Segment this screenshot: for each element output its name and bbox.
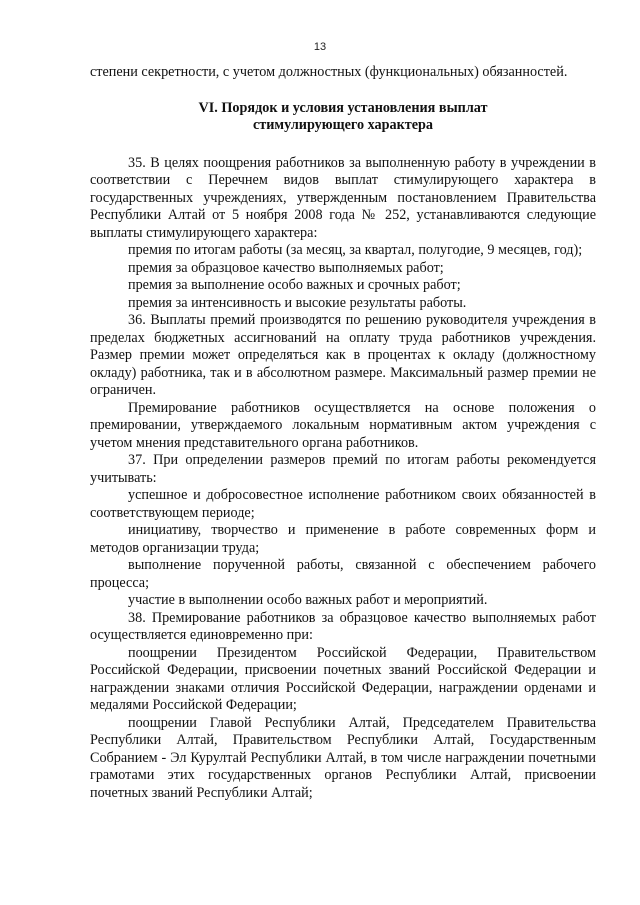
paragraph: 38. Премирование работников за образцовое качество выполняемых работ осуществляется единовременно при: bbox=[90, 609, 596, 643]
paragraph: премия за выполнение особо важных и срочных работ; bbox=[128, 277, 461, 293]
paragraph: инициативу, творчество и применение в работе современных форм и методов организации труда; bbox=[90, 522, 596, 556]
paragraph: поощрении Президентом Российской Федерации, Правительством Российской Федерации, присвоении почетных званий Российской Федерации и награждении знаками отличия Российской Федерации, награждении орденами и медалями Российской Федерации; bbox=[90, 644, 596, 713]
intro-fragment: степени секретности, с учетом должностных (функциональных) обязанностей. bbox=[90, 64, 568, 80]
paragraph: выполнение порученной работы, связанной с обеспечением рабочего процесса; bbox=[90, 557, 596, 591]
paragraph: премия за интенсивность и высокие результаты работы. bbox=[128, 294, 467, 311]
paragraph: 37. При определении размеров премий по итогам работы рекомендуется учитывать: bbox=[90, 452, 596, 486]
section-title-line-1: VI. Порядок и условия установления выплат bbox=[198, 99, 488, 116]
page-number: 13 bbox=[313, 41, 327, 53]
paragraph: 35. В целях поощрения работников за выполненную работу в учреждении в соответствии с Перечнем видов выплат стимулирующего характера в государственных учреждениях, утвержденным постановлением Правительства Республики Алтай от 5 ноября 2008 года № 252, устанавливаются следующие выплаты стимулирующего характера: bbox=[90, 154, 596, 241]
paragraph: премия за образцовое качество выполняемых работ; bbox=[128, 259, 444, 276]
paragraph: 36. Выплаты премий производятся по решению руководителя учреждения в пределах бюджетных ассигнований на оплату труда работников учреждения. Размер премии может определяться как в процентах к окладу (должностному окладу) работника, так и в абсолютном размере. Максимальный размер премии не ограничен. bbox=[90, 312, 596, 398]
paragraph: участие в выполнении особо важных работ и мероприятий. bbox=[128, 592, 488, 608]
section-title-line-2: стимулирующего характера bbox=[252, 117, 434, 133]
section-title bbox=[90, 100, 596, 135]
paragraph: успешное и добросовестное исполнение работником своих обязанностей в соответствующем периоде; bbox=[90, 487, 596, 521]
paragraph: поощрении Главой Республики Алтай, Председателем Правительства Республики Алтай, Правительством Республики Алтай, Государственным Собранием - Эл Курултай Республики Алтай, в том числе награждении почетными грамотами этих государственных органов Республики Алтай, присвоении почетных званий Республики Алтай; bbox=[90, 714, 596, 801]
paragraph: премия по итогам работы (за месяц, за квартал, полугодие, 9 месяцев, год); bbox=[128, 242, 583, 258]
document-body bbox=[90, 64, 596, 802]
paragraph: Премирование работников осуществляется на основе положения о премировании, утверждаемого локальным нормативным актом учреждения с учетом мнения представительного органа работников. bbox=[90, 399, 596, 451]
